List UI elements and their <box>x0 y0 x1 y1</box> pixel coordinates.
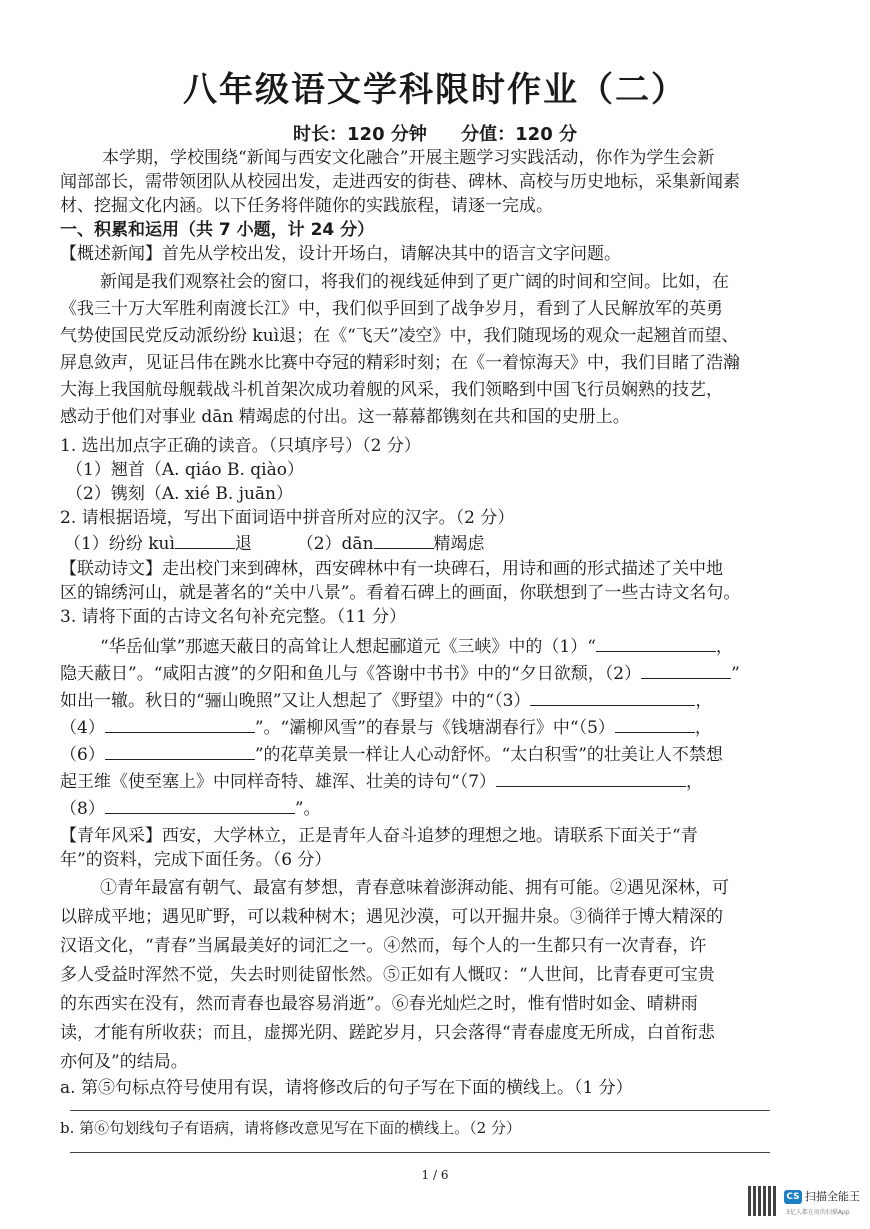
q2-blank-2[interactable] <box>374 530 434 549</box>
question-3-stem: 3. 请将下面的古诗文名句补充完整。（11 分） <box>60 607 407 627</box>
answer-line-b[interactable] <box>70 1152 770 1153</box>
poem-text-6b: ， <box>686 772 704 792</box>
score-label: 分值：120 分 <box>461 124 577 145</box>
scanner-tagline: 3亿人都在用的扫描App <box>786 1209 850 1216</box>
question-a-stem: a. 第⑤句标点符号使用有误，请将修改后的句子写在下面的横线上。（1 分） <box>60 1078 633 1098</box>
question-1-item-1: （1）翘首（A. qiáo B. qiào） <box>66 460 304 480</box>
question-2-stem: 2. 请根据语境，写出下面词语中拼音所对应的汉字。（2 分） <box>60 508 515 528</box>
question-2-items <box>64 530 485 556</box>
poem-fill-line-1 <box>100 633 733 659</box>
youth-para-line-3: 汉语文化，“青春”当属最美好的词汇之一。④然而，每个人的一生都只有一次青春，许 <box>60 936 707 956</box>
poem-text-4: （4） <box>60 718 105 738</box>
duration-label: 时长：120 分钟 <box>293 124 427 145</box>
intro-line-3: 材、挖掘文化内涵。以下任务将伴随你的实践旅程，请逐一完成。 <box>60 196 553 216</box>
poem-text-2: 隐天蔽日”。“咸阳古渡”的夕阳和鱼儿与《答谢中书书》中的“夕日欲颓，（2） <box>60 664 642 684</box>
exam-meta <box>0 120 870 146</box>
question-1-stem: 1. 选出加点字正确的读音。（只填序号）（2 分） <box>60 436 421 456</box>
news-line-2: 《我三十万大军胜利南渡长江》中，我们似乎回到了战争岁月，看到了人民解放军的英勇 <box>60 299 723 319</box>
poem-fill-line-5 <box>60 741 723 767</box>
question-1-item-2: （2）镌刻（A. xié B. juān） <box>66 484 293 504</box>
news-line-5: 大海上我国航母舰载战斗机首架次成功着舰的风采，我们领略到中国飞行员娴熟的技艺， <box>60 380 723 400</box>
poem-text-6: 起王维《使至塞上》中同样奇特、雄浑、壮美的诗句“（7） <box>60 772 497 792</box>
youth-para-line-7: 亦何及”的结局。 <box>60 1052 188 1072</box>
poem-blank-3[interactable] <box>530 687 695 706</box>
scanner-app-name: 扫描全能王 <box>805 1190 860 1203</box>
scanner-logo-icon: CS <box>784 1190 802 1204</box>
poem-heading-line-2: 区的锦绣河山，就是著名的“关中八景”。看着石碑上的画面，你联想到了一些古诗文名句。 <box>60 583 741 603</box>
news-line-3: 气势使国民党反动派纷纷 kuì退；在《“飞天”凌空》中，我们随现场的观众一起翘首而望、 <box>60 326 739 346</box>
news-line-1: 新闻是我们观察社会的窗口，将我们的视线延伸到了更广阔的时间和空间。比如，在 <box>100 272 729 292</box>
poem-blank-6[interactable] <box>105 741 255 760</box>
poem-text-3: 如出一辙。秋日的“骊山晚照”又让人想起了《野望》中的“（3） <box>60 691 531 711</box>
poem-fill-line-2 <box>60 660 740 686</box>
youth-para-line-2: 以辟成平地；遇见旷野，可以栽种树木；遇见沙漠，可以开掘井泉。③徜徉于博大精深的 <box>60 907 723 927</box>
news-line-6: 感动于他们对事业 dān 精竭虑的付出。这一幕幕都镌刻在共和国的史册上。 <box>60 407 630 427</box>
youth-para-line-4: 多人受益时浑然不觉，失去时则徒留怅然。⑤正如有人慨叹：“人世间，比青春更可宝贵 <box>60 965 715 985</box>
q2-item-1-suffix: 退 <box>234 534 252 554</box>
intro-line-2: 闻部部长，需带领团队从校园出发，走进西安的街巷、碑林、高校与历史地标，采集新闻素 <box>60 172 740 192</box>
poem-fill-line-7 <box>60 795 321 821</box>
news-line-4: 屏息敛声，见证吕伟在跳水比赛中夺冠的精彩时刻；在《一着惊海天》中，我们目睹了浩瀚 <box>60 353 740 373</box>
poem-text-5: （6） <box>60 745 105 765</box>
youth-para-line-5: 的东西实在没有，然而青春也最容易消逝”。⑥春光灿烂之时，惟有惜时如金、晴耕雨 <box>60 994 698 1014</box>
question-b-stem: b. 第⑥句划线句子有语病，请将修改意见写在下面的横线上。（2 分） <box>60 1119 521 1137</box>
youth-para-line-1: ①青年最富有朝气、最富有梦想，青春意味着澎湃动能、拥有可能。②遇见深林，可 <box>100 878 729 898</box>
news-heading: 【概述新闻】首先从学校出发，设计开场白，请解决其中的语言文字问题。 <box>60 244 621 264</box>
answer-line-a[interactable] <box>70 1110 770 1111</box>
poem-blank-8[interactable] <box>105 795 295 814</box>
poem-text-5b: ”的花草美景一样让人心动舒怀。“太白积雪”的壮美让人不禁想 <box>254 745 723 765</box>
q2-blank-1[interactable] <box>175 530 235 549</box>
poem-fill-line-6 <box>60 768 703 794</box>
poem-heading-line-1: 【联动诗文】走出校门来到碑林，西安碑林中有一块碑石，用诗和画的形式描述了关中地 <box>60 559 723 579</box>
poem-blank-4[interactable] <box>105 714 255 733</box>
intro-line-1: 本学期，学校围绕“新闻与西安文化融合”开展主题学习实践活动，你作为学生会新 <box>102 148 715 168</box>
section-heading-1: 一、积累和运用（共 7 小题，计 24 分） <box>60 220 375 240</box>
q2-item-2-suffix: 精竭虑 <box>433 534 485 554</box>
poem-blank-7[interactable] <box>496 768 686 787</box>
youth-heading-line-1: 【青年风采】西安，大学林立，正是青年人奋斗追梦的理想之地。请联系下面关于“青 <box>60 826 698 846</box>
poem-text-3b: ， <box>695 691 713 711</box>
youth-heading-line-2: 年”的资料，完成下面任务。（6 分） <box>60 850 332 870</box>
poem-text-1b: ， <box>715 637 733 657</box>
poem-text-7: （8） <box>60 799 105 819</box>
page-number: 1 / 6 <box>421 1168 449 1182</box>
poem-text-4b: ”。“灞柳风雪”的春景与《钱塘湖春行》中“（5） <box>254 718 615 738</box>
q2-item-1-prefix: （1）纷纷 kuì <box>64 534 175 554</box>
poem-text-1: “华岳仙掌”那遮天蔽日的高耸让人想起郦道元《三峡》中的（1）“ <box>100 637 596 657</box>
poem-blank-5[interactable] <box>615 714 695 733</box>
poem-text-2b: ” <box>731 664 740 684</box>
q2-item-2-prefix: （2）dān <box>296 534 374 554</box>
poem-fill-line-3 <box>60 687 712 713</box>
youth-para-line-6: 读，才能有所收获；而且，虚掷光阴、蹉跎岁月，只会落得“青春虚度无所成，白首衔悲 <box>60 1023 715 1043</box>
poem-text-7b: ”。 <box>294 799 321 819</box>
poem-blank-2[interactable] <box>641 660 731 679</box>
poem-text-4c: ， <box>694 718 712 738</box>
poem-blank-1[interactable] <box>596 633 716 652</box>
poem-fill-line-4 <box>60 714 712 740</box>
qr-code-icon <box>748 1186 778 1216</box>
page-title: 八年级语文学科限时作业（二） <box>183 70 687 110</box>
